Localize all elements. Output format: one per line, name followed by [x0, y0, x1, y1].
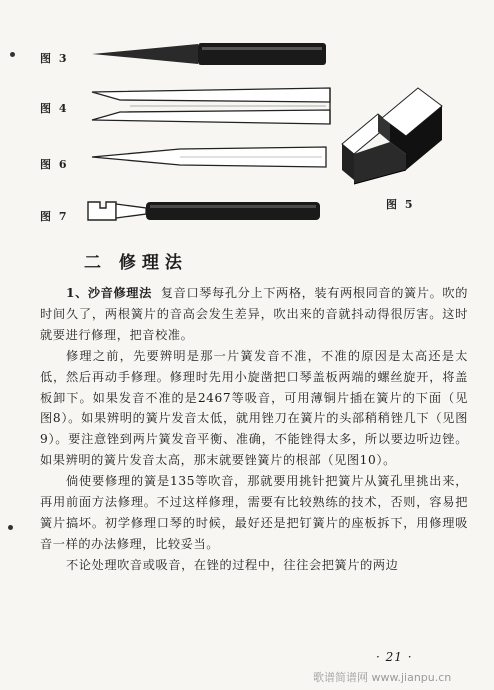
margin-dot	[10, 52, 15, 57]
figure-5-grooved-block-illustration	[338, 84, 450, 194]
section-title: 二 修理法	[84, 253, 188, 273]
paragraph-4: 不论处理吹音或吸音，在锉的过程中，往往会把簧片的两边	[66, 557, 399, 572]
page-number: · 21 ·	[376, 650, 413, 664]
paragraph-1-text: 复音口琴每孔分上下两格，装有两根同音的簧片。吹的时间久了，两根簧片的音高会发生差异，吹出来的音就抖动得很厉害。这时就要进行修理，把音校准。	[40, 286, 468, 342]
watermark: 歌谱简谱网 www.jianpu.cn	[313, 671, 452, 684]
figure-7-label: 图 7	[40, 210, 69, 223]
figure-6-label: 图 6	[40, 158, 69, 171]
figure-6-needle-illustration	[90, 144, 335, 170]
figure-4-tweezers-illustration	[90, 86, 335, 126]
paragraph-1-heading: 1、沙音修理法	[66, 286, 152, 300]
paragraph-3: 倘使要修理的簧是135等吹音，那就要用挑针把簧片从簧孔里挑出来，再用前面方法修理。不过这样修理，需要有比较熟练的技术，否则，容易把簧片搞坏。初学修理口琴的时候，最好还是把钉簧片的座板拆下，用修理吸音一样的办法修理，比较妥当。	[40, 474, 468, 551]
figure-3-label: 图 3	[40, 52, 69, 65]
figure-7-fork-tool-illustration	[86, 196, 326, 226]
paragraph-1	[40, 283, 468, 346]
figure-3-file-illustration	[90, 40, 330, 70]
body-text	[40, 283, 468, 576]
figure-5-label: 图 5	[386, 198, 415, 211]
figure-4-label: 图 4	[40, 102, 69, 115]
paragraph-2: 修理之前，先要辨明是那一片簧发音不准，不准的原因是太高还是太低，然后再动手修理。修理时先用小旋凿把口琴盖板两端的螺丝旋开，将盖板卸下。如果发音不准的是2467等吸音，可用薄铜片插在簧片的下面（见图8）。如果辨明的簧片发音太低，就用锉刀在簧片的头部稍稍锉几下（见图9）。要注意锉到两片簧发音平衡、准确，不能锉得太多，所以要边听边锉。如果辨明的簧片发音太高，那末就要锉簧片的根部（见图10）。	[40, 348, 468, 468]
margin-dot	[8, 525, 13, 530]
